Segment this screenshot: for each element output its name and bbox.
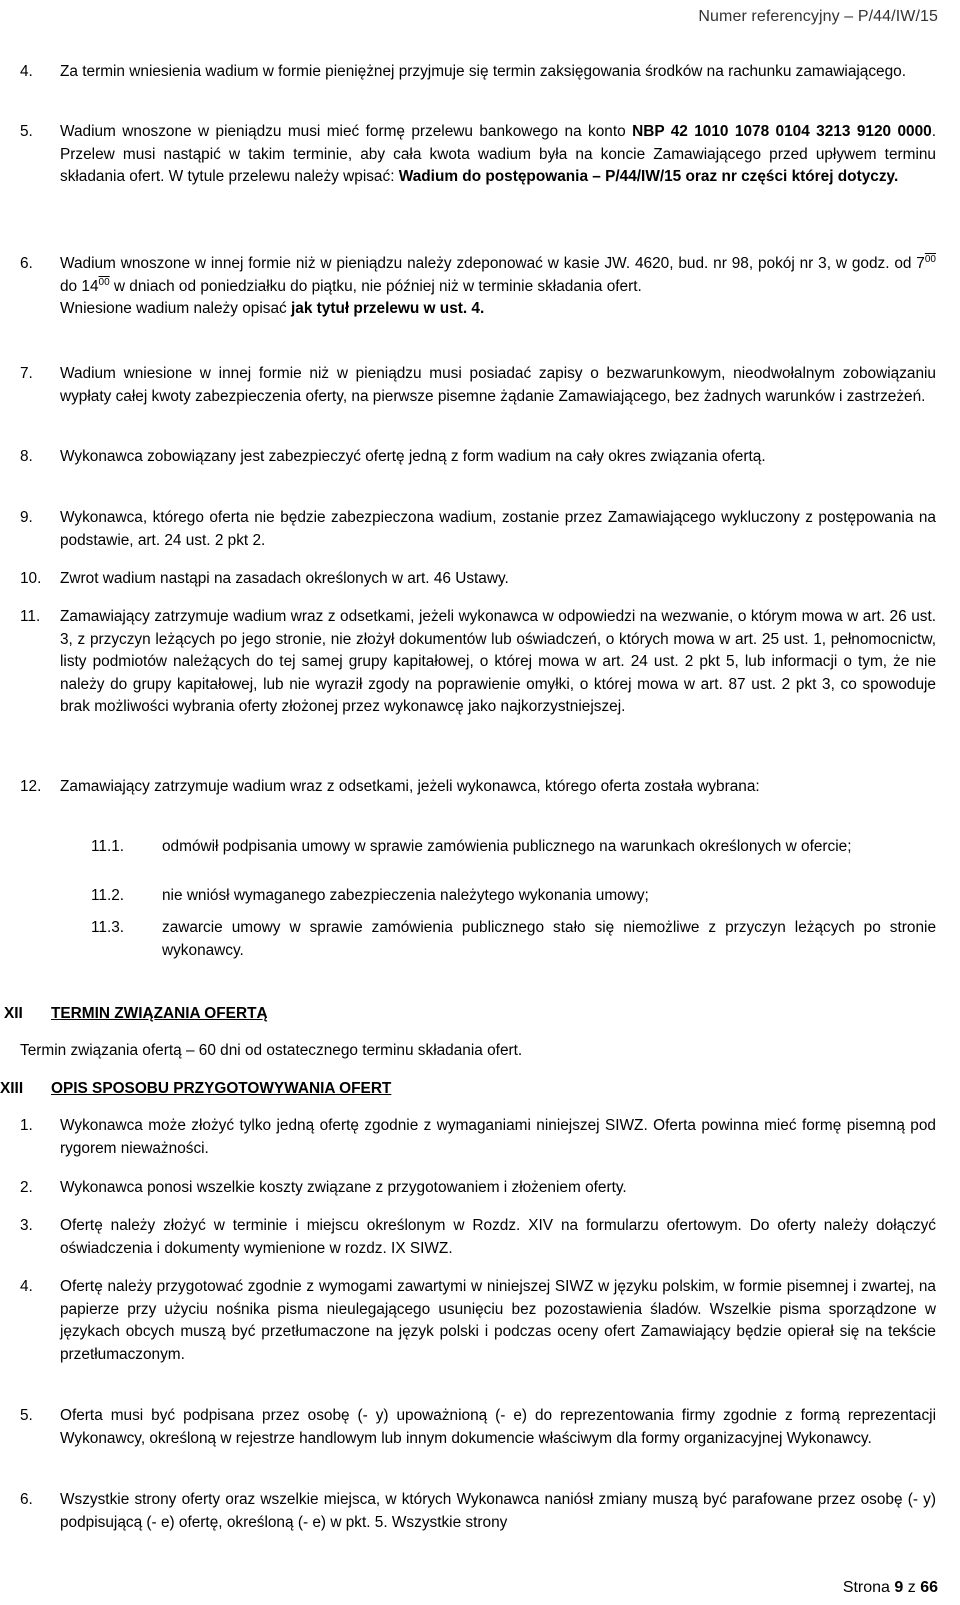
item-4-text: Za termin wniesienia wadium w formie pieniężnej przyjmuje się termin zaksięgowania środków na rachunku zamawiającego. [60, 63, 907, 80]
section-13-item-5-text: Oferta musi być podpisana przez osobę (- y) upoważnioną (- e) do reprezentowania firmy zgodnie z formą reprezentacji Wykonawcy, określoną w rejestrze handlowym lub innym dokumencie właściwym dla formy organizacyjnej Wykonawcy. [60, 1407, 936, 1447]
subitem-number: 11.1. [91, 838, 125, 855]
section-number: XII [4, 1005, 23, 1022]
item-number: 1. [20, 1117, 33, 1134]
item-number: 11. [20, 608, 41, 625]
item-10-text: Zwrot wadium nastąpi na zasadach określonych w art. 46 Ustawy. [60, 570, 509, 587]
section-13-item-1-text: Wykonawca może złożyć tylko jedną ofertę zgodnie z wymaganiami niniejszej SIWZ. Oferta powinna mieć formę pisemną pod rygorem nieważności. [60, 1117, 936, 1157]
subitem-11-2-text: nie wniósł wymaganego zabezpieczenia należytego wykonania umowy; [162, 887, 649, 904]
item-12-text: Zamawiający zatrzymuje wadium wraz z odsetkami, jeżeli wykonawca, którego oferta została wybrana: [60, 778, 760, 795]
transfer-title: Wadium do postępowania – P/44/IW/15 oraz nr części której dotyczy. [398, 168, 899, 185]
hour-superscript: 00 [924, 254, 936, 265]
item-7-text: Wadium wniesione w innej formie niż w pieniądzu musi posiadać zapisy o bezwarunkowym, nieodwołalnym zobowiązaniu wypłaty całej kwoty zabezpieczenia oferty, na pierwsze pisemne żądanie Zamawiającego, bez żadnych warunków i zastrzeżeń. [60, 365, 936, 405]
item-number: 9. [20, 509, 33, 526]
item-6-text [60, 253, 936, 321]
item-11-text: Zamawiający zatrzymuje wadium wraz z odsetkami, jeżeli wykonawca w odpowiedzi na wezwanie, o którym mowa w art. 26 ust. 3, z przyczyn leżących po jego stronie, nie złożył dokumentów lub oświadczeń, o których mowa w art. 25 ust. 1, pełnomocnictw, listy podmiotów należących do tej samej grupy kapitałowej, o której mowa w art. 24 ust. 2 pkt 5, lub informacji o tym, że nie należy do grupy kapitałowej, lub nie wyraził zgody na poprawienie omyłki, o której mowa w art. 87 ust. 2 pkt 3, co spowoduje brak możliwości wybrania oferty złożonej przez wykonawcę jako najkorzystniejszej. [60, 608, 936, 715]
item-number: 12. [20, 778, 42, 795]
item-number: 5. [20, 123, 33, 140]
section-title: OPIS SPOSOBU PRZYGOTOWYWANIA OFERT [51, 1080, 392, 1097]
hour-superscript: 00 [98, 276, 110, 288]
item-number: 7. [20, 365, 33, 382]
footer-prefix: Strona [842, 1579, 895, 1596]
subitem-11-1-text: odmówił podpisania umowy w sprawie zamówienia publicznego na warunkach określonych w ofercie; [162, 838, 852, 855]
item-number: 4. [20, 63, 33, 80]
item-number: 6. [20, 255, 33, 272]
item-number: 6. [20, 1491, 33, 1508]
item-8-text: Wykonawca zobowiązany jest zabezpieczyć ofertę jedną z form wadium na cały okres związania ofertą. [60, 448, 766, 465]
item-5-text [60, 121, 936, 189]
page-footer [843, 1577, 938, 1600]
section-title: TERMIN ZWIĄZANIA OFERTĄ [51, 1005, 268, 1022]
subitem-number: 11.3. [91, 919, 125, 936]
item-number: 10. [20, 570, 42, 587]
subitem-11-3-text: zawarcie umowy w sprawie zamówienia publicznego stało się niemożliwe z przyczyn leżących po stronie wykonawcy. [162, 919, 936, 959]
item-6-text-a: Wadium wnoszone w innej formie niż w pieniądzu należy zdeponować w kasie JW. 4620, bud. nr 98, pokój nr 3, w godz. od 7 [60, 255, 925, 272]
bank-account-number: NBP 42 1010 1078 0104 3213 9120 0000 [632, 123, 932, 140]
item-number: 8. [20, 448, 33, 465]
section-number: XIII [0, 1080, 24, 1097]
item-number: 3. [20, 1217, 33, 1234]
item-5-text-b: . Przelew musi nastąpić w takim terminie, aby cała kwota wadium była na koncie Zamawiającego przed upływem terminu składania ofert. W tytule przelewu należy wpisać: [60, 123, 936, 185]
item-number: 5. [20, 1407, 33, 1424]
section-13-item-3-text: Ofertę należy złożyć w terminie i miejscu określonym w Rozdz. XIV na formularzu ofertowym. Do oferty należy dołączyć oświadczenia i dokumenty wymienione w rozdz. IX SIWZ. [60, 1217, 936, 1257]
item-number: 4. [20, 1278, 33, 1295]
item-6-text-d: Wniesione wadium należy opisać [60, 300, 291, 317]
section-13-item-2-text: Wykonawca ponosi wszelkie koszty związane z przygotowaniem i złożeniem oferty. [60, 1179, 627, 1196]
reference-number-header: Numer referencyjny – P/44/IW/15 [698, 8, 938, 25]
footer-mid: z [903, 1579, 921, 1596]
item-9-text: Wykonawca, którego oferta nie będzie zabezpieczona wadium, zostanie przez Zamawiającego wykluczony z postępowania na podstawie, art. 24 ust. 2 pkt 2. [60, 509, 936, 549]
total-page-count: 66 [920, 1579, 938, 1596]
section-13-item-4-text: Ofertę należy przygotować zgodnie z wymogami zawartymi w niniejszej SIWZ w języku polskim, w formie pisemnej i zwartej, na papierze przy użyciu nośnika pisma nieulegającego usunięciu bez pozostawienia śladów. Wszelkie pisma sporządzone w językach obcych muszą być przetłumaczone na język polski i podczas oceny ofert Zamawiający będzie opierał się na tekście przetłumaczonym. [60, 1278, 936, 1363]
section-12-text: Termin związania ofertą – 60 dni od ostatecznego terminu składania ofert. [20, 1042, 523, 1059]
item-6-text-c: w dniach od poniedziałku do piątku, nie później niż w terminie składania ofert. [109, 277, 642, 295]
item-6-text-b: do 14 [60, 277, 99, 295]
item-6-bold: jak tytuł przelewu w ust. 4. [290, 300, 485, 317]
subitem-number: 11.2. [91, 887, 125, 904]
current-page-number: 9 [894, 1579, 904, 1596]
section-13-item-6-text: Wszystkie strony oferty oraz wszelkie miejsca, w których Wykonawca naniósł zmiany muszą być parafowane przez osobę (- y) podpisującą (- e) ofertę, określoną (- e) w pkt. 5. Wszystkie strony [60, 1491, 936, 1531]
item-number: 2. [20, 1179, 33, 1196]
item-5-text-a: Wadium wnoszone w pieniądzu musi mieć formę przelewu bankowego na konto [60, 123, 633, 140]
